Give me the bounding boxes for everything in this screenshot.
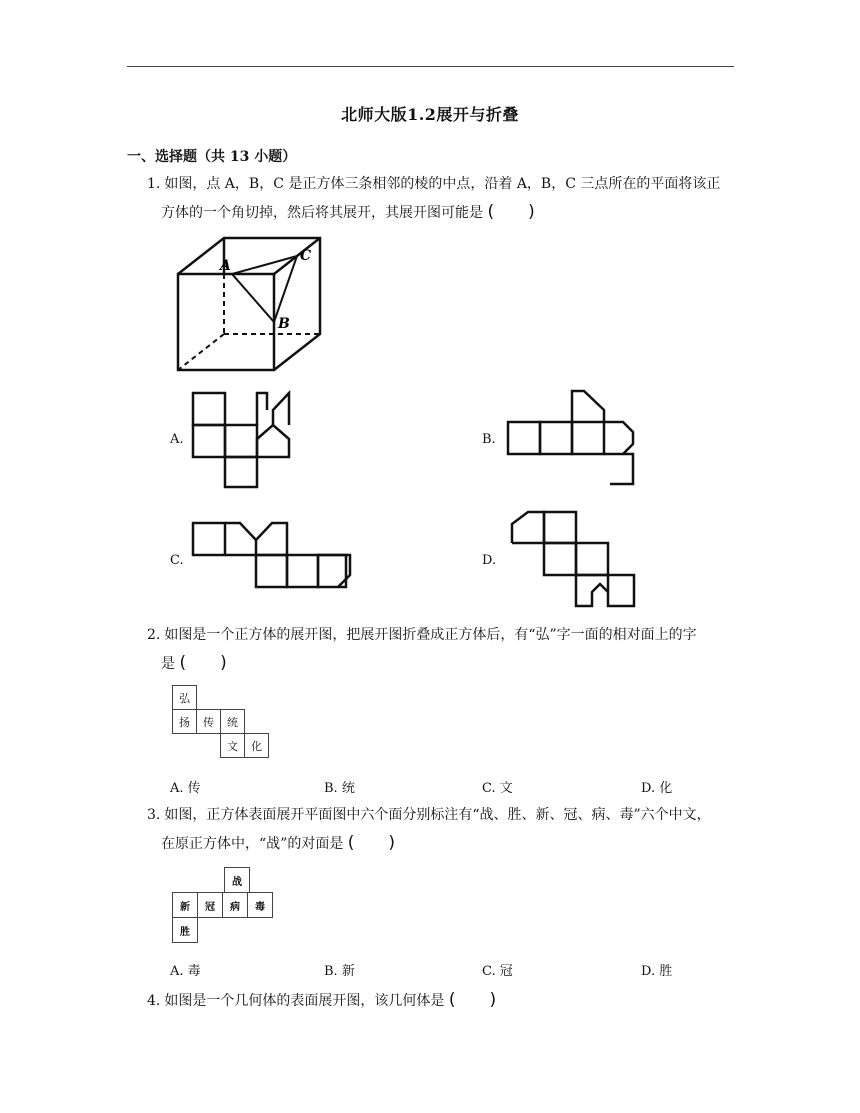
net-cell: 冠 — [197, 892, 223, 918]
net-cell: 病 — [222, 892, 248, 918]
net-cell: 新 — [172, 892, 198, 918]
section-heading: 一、选择题（共 13 小题） — [127, 149, 297, 165]
question-3 — [147, 801, 737, 858]
question-text-line2: 是 — [161, 656, 175, 672]
option-c-net — [190, 520, 355, 590]
choice-d[interactable]: D. 化 — [641, 781, 673, 796]
answer-blank: ( ) — [179, 653, 227, 673]
page-title: 北师大版1.2展开与折叠 — [341, 105, 519, 124]
option-d-label[interactable]: D. — [482, 553, 497, 568]
answer-blank: ( ) — [347, 833, 396, 853]
header-rule — [127, 66, 734, 67]
question-number: 4. — [147, 993, 161, 1009]
cube-label-a: A — [220, 258, 231, 274]
option-a-net — [190, 390, 300, 490]
question-4 — [147, 986, 737, 1015]
question-number: 1. — [147, 176, 161, 192]
question-text-line1: 如图，点 A，B，C 是正方体三条相邻的棱的中点，沿着 A，B，C 三点所在的平面将该正 — [164, 176, 721, 192]
net-cell: 传 — [196, 709, 221, 734]
net-cell: 统 — [220, 709, 245, 734]
net-cell: 化 — [244, 733, 269, 758]
net-cell: 胜 — [172, 917, 198, 943]
question-text-line2: 方体的一个角切掉，然后将其展开，其展开图可能是 — [161, 205, 483, 221]
cube-figure — [170, 232, 330, 377]
question-text-line2: 在原正方体中，“战”的对面是 — [161, 836, 344, 852]
choice-b[interactable]: B. 新 — [324, 964, 355, 979]
net-cell: 文 — [220, 733, 245, 758]
choice-d[interactable]: D. 胜 — [641, 964, 673, 979]
option-b-label[interactable]: B. — [482, 432, 496, 447]
option-a-label[interactable]: A. — [170, 432, 184, 447]
question-text-line1: 如图，正方体表面展开平面图中六个面分别标注有“战、胜、新、冠、病、毒”六个中文， — [164, 807, 711, 823]
option-d-net — [508, 508, 643, 613]
choice-c[interactable]: C. 文 — [482, 781, 513, 796]
question-text-line1: 如图是一个几何体的表面展开图，该几何体是 — [164, 993, 445, 1009]
q2-net — [172, 685, 272, 758]
question-number: 3. — [147, 807, 161, 823]
q3-net — [172, 867, 276, 945]
option-b-net — [505, 388, 640, 488]
net-cell: 战 — [224, 867, 250, 893]
choice-a[interactable]: A. 毒 — [170, 964, 201, 979]
cube-label-b: B — [278, 316, 290, 332]
choice-c[interactable]: C. 冠 — [482, 964, 513, 979]
cube-label-c: C — [300, 248, 312, 264]
question-number: 2. — [147, 627, 161, 643]
choice-b[interactable]: B. 统 — [324, 781, 355, 796]
net-cell: 弘 — [172, 685, 197, 710]
question-2 — [147, 621, 737, 678]
question-1 — [147, 170, 737, 227]
net-cell: 扬 — [172, 709, 197, 734]
answer-blank: ( ) — [487, 202, 535, 222]
choice-a[interactable]: A. 传 — [170, 781, 201, 796]
option-c-label[interactable]: C. — [170, 553, 184, 568]
answer-blank: ( ) — [448, 990, 497, 1010]
question-text-line1: 如图是一个正方体的展开图，把展开图折叠成正方体后，有“弘”字一面的相对面上的字 — [164, 627, 697, 643]
net-cell: 毒 — [247, 892, 273, 918]
